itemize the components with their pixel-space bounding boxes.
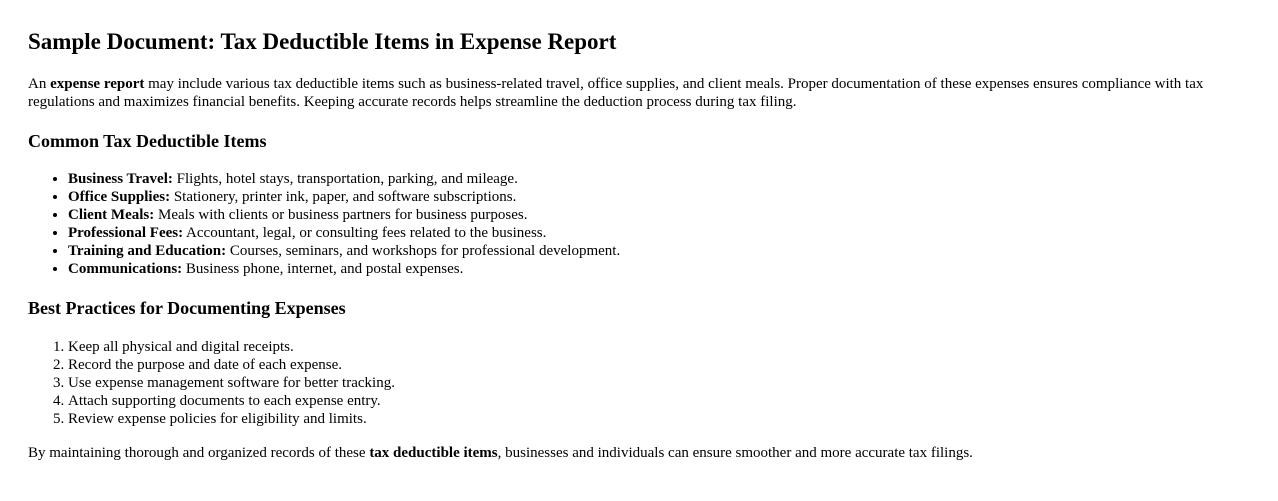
item-desc: Business phone, internet, and postal expenses. [182, 261, 464, 277]
item-desc: Accountant, legal, or consulting fees related to the business. [183, 225, 547, 241]
intro-text-post: may include various tax deductible items such as business-related travel, office supplies, and client meals. Proper documentation of these expenses ensures compliance with tax regulations and maximizes financial benefits. Keeping accurate records helps streamline the deduction process during tax filing. [28, 76, 1204, 110]
item-term: Communications: [68, 261, 183, 277]
page-title: Sample Document: Tax Deductible Items in Expense Report [28, 29, 617, 54]
closing-text-bold: tax deductible items [369, 445, 498, 461]
item-term: Business Travel: [68, 171, 173, 187]
list-item: 4. Attach supporting documents to each expense entry. [68, 392, 395, 410]
list-item [68, 188, 620, 206]
item-term: Professional Fees: [68, 225, 184, 241]
list-item [68, 224, 620, 242]
list-item [68, 242, 620, 260]
list-item: 5. Review expense policies for eligibility and limits. [68, 410, 395, 428]
intro-text-bold: expense report [50, 76, 145, 92]
list-item [68, 170, 620, 188]
item-term: Training and Education: [68, 243, 227, 259]
list-item: 1. Keep all physical and digital receipts. [68, 338, 395, 356]
list-item [68, 206, 620, 224]
item-desc: Flights, hotel stays, transportation, parking, and mileage. [172, 171, 518, 187]
best-practices-heading: Best Practices for Documenting Expenses [28, 298, 346, 318]
intro-text-pre: An [28, 76, 51, 92]
closing-paragraph [28, 444, 1238, 462]
item-term: Office Supplies: [68, 189, 171, 205]
list-item: 3. Use expense management software for better tracking. [68, 374, 395, 392]
intro-paragraph [28, 75, 1238, 111]
closing-text-post: , businesses and individuals can ensure smoother and more accurate tax filings. [497, 445, 973, 461]
item-term: Client Meals: [68, 207, 155, 223]
list-item: 2. Record the purpose and date of each expense. [68, 356, 395, 374]
common-items-list [28, 170, 620, 278]
common-items-heading: Common Tax Deductible Items [28, 131, 267, 151]
best-practices-list [28, 338, 395, 428]
item-desc: Stationery, printer ink, paper, and software subscriptions. [170, 189, 517, 205]
item-desc: Meals with clients or business partners for business purposes. [154, 207, 528, 223]
closing-text-pre: By maintaining thorough and organized records of these [28, 445, 370, 461]
list-item [68, 260, 620, 278]
item-desc: Courses, seminars, and workshops for professional development. [226, 243, 621, 259]
